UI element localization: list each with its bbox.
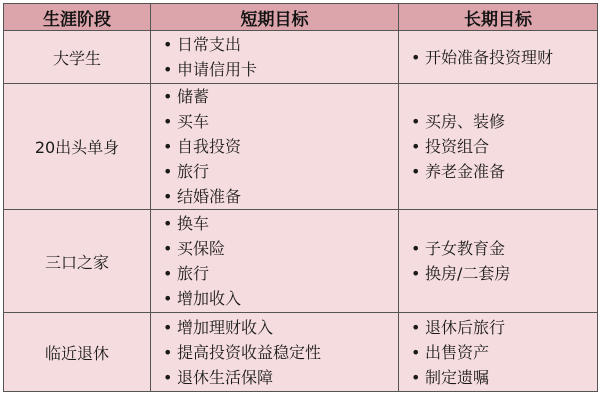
goal-text: 增加收入: [177, 289, 242, 308]
goal-text: 申请信用卡: [177, 60, 258, 79]
bullet-icon: •: [411, 367, 421, 387]
goal-text: 增加理财收入: [177, 317, 274, 337]
list-item: [163, 340, 398, 365]
goal-text: 买房、装修: [425, 112, 506, 131]
list-item: [411, 236, 597, 261]
list-item: [163, 261, 398, 286]
bullet-icon: •: [411, 317, 421, 337]
bullet-icon: •: [411, 342, 421, 362]
list-item: [411, 340, 597, 365]
goal-text: 开始准备投资理财: [425, 47, 554, 67]
bullet-icon: •: [163, 317, 173, 337]
bullet-icon: •: [163, 367, 173, 387]
list-item: [163, 134, 398, 159]
bullet-icon: •: [163, 162, 173, 181]
short-term-list: [163, 32, 398, 82]
goal-text: 提高投资收益稳定性: [177, 342, 322, 362]
bullet-icon: •: [411, 239, 421, 258]
bullet-icon: •: [411, 137, 421, 156]
goal-text: 储蓄: [177, 87, 210, 106]
goal-text: 退休后旅行: [425, 317, 506, 337]
bullet-icon: •: [163, 87, 173, 106]
short-term-cell: [151, 313, 399, 392]
list-item: [411, 365, 597, 390]
long-term-list: [411, 109, 597, 184]
bullet-icon: •: [163, 112, 173, 131]
bullet-icon: •: [411, 162, 421, 181]
list-item: [411, 109, 597, 134]
bullet-icon: •: [411, 112, 421, 131]
long-term-cell: [399, 84, 598, 210]
list-item: [163, 84, 398, 109]
list-item: [163, 286, 398, 311]
goal-text: 投资组合: [425, 137, 490, 156]
header-long-term: 长期目标: [399, 4, 598, 31]
list-item: [163, 57, 398, 82]
short-term-cell: [151, 31, 399, 84]
long-term-cell: [399, 313, 598, 392]
stage-cell: 大学生: [4, 31, 151, 84]
list-item: [163, 32, 398, 57]
list-item: [411, 315, 597, 340]
bullet-icon: •: [163, 342, 173, 362]
goal-text: 换房/二套房: [425, 264, 511, 283]
goal-text: 买车: [177, 112, 210, 131]
goal-text: 制定遗嘱: [425, 367, 490, 387]
stage-cell: 三口之家: [4, 210, 151, 313]
list-item: [411, 159, 597, 184]
table-row: [4, 84, 598, 210]
header-short-term: 短期目标: [151, 4, 399, 31]
bullet-icon: •: [163, 214, 173, 233]
goal-text: 结婚准备: [177, 187, 242, 206]
goal-text: 换车: [177, 214, 210, 233]
table-header-row: [4, 4, 598, 31]
bullet-icon: •: [163, 137, 173, 156]
goal-text: 子女教育金: [425, 239, 506, 258]
stage-cell: 20出头单身: [4, 84, 151, 210]
short-term-list: [163, 211, 398, 311]
goal-text: 旅行: [177, 264, 210, 283]
list-item: [163, 365, 398, 390]
bullet-icon: •: [411, 47, 421, 67]
list-item: [163, 184, 398, 209]
table-row: [4, 210, 598, 313]
bullet-icon: •: [411, 264, 421, 283]
short-term-list: [163, 84, 398, 209]
goal-text: 养老金准备: [425, 162, 506, 181]
table-row: [4, 31, 598, 84]
goal-text: 自我投资: [177, 137, 242, 156]
list-item: [411, 134, 597, 159]
bullet-icon: •: [163, 264, 173, 283]
goal-text: 退休生活保障: [177, 367, 274, 387]
header-stage: 生涯阶段: [4, 4, 151, 31]
bullet-icon: •: [163, 60, 173, 79]
bullet-icon: •: [163, 35, 173, 54]
list-item: [411, 261, 597, 286]
life-stage-goals-table: [3, 3, 598, 392]
long-term-list: [411, 45, 597, 70]
list-item: [163, 211, 398, 236]
bullet-icon: •: [163, 239, 173, 258]
goal-text: 出售资产: [425, 342, 490, 362]
list-item: [163, 109, 398, 134]
long-term-cell: [399, 31, 598, 84]
short-term-list: [163, 315, 398, 390]
bullet-icon: •: [163, 289, 173, 308]
list-item: [163, 236, 398, 261]
goal-text: 日常支出: [177, 35, 242, 54]
long-term-cell: [399, 210, 598, 313]
list-item: [411, 45, 597, 70]
goal-text: 旅行: [177, 162, 210, 181]
long-term-list: [411, 236, 597, 286]
list-item: [163, 315, 398, 340]
table-row: [4, 313, 598, 392]
short-term-cell: [151, 84, 399, 210]
stage-cell: 临近退休: [4, 313, 151, 392]
long-term-list: [411, 315, 597, 390]
bullet-icon: •: [163, 187, 173, 206]
list-item: [163, 159, 398, 184]
goal-text: 买保险: [177, 239, 226, 258]
short-term-cell: [151, 210, 399, 313]
